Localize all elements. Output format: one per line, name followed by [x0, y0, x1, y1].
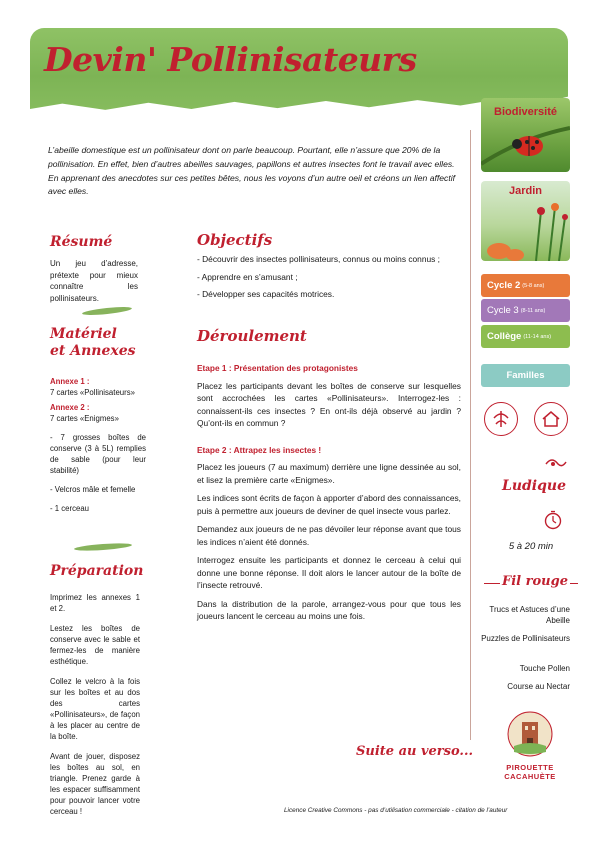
- leaf-divider: [74, 542, 132, 552]
- materiel-item: - Velcros mâle et femelle: [50, 485, 136, 494]
- cycle-2-age: (5-8 ans): [522, 282, 545, 289]
- familles-tag: [481, 364, 570, 387]
- materiel-heading-line-1: Matériel: [50, 326, 117, 342]
- ludique-label: Ludique: [501, 478, 566, 494]
- step-1-paragraph: Placez les participants devant les boîtes de conserve sur lesquelles sont accrochées les cartes «Pollinisateurs». Interrogez-les : connaissent-ils ces insectes ? En ont-ils déjà observé au jardin ? Qu’ont-ils en commun ?: [197, 380, 461, 428]
- step-2-paragraph: Interrogez ensuite les participants et donnez le cerceau à celui qui donne une bonne réponse. Il doit alors le lancer autour de la boîte de l’insecte retrouvé.: [197, 555, 461, 590]
- filrouge-link-course[interactable]: Course au Nectar: [507, 682, 570, 691]
- sidebar-divider: [470, 130, 471, 740]
- logo-emblem: [506, 710, 554, 758]
- step-2-paragraph: Demandez aux joueurs de ne pas dévoiler leur réponse avant que tous les indices n’aient été donnés.: [197, 524, 461, 547]
- intro-paragraph-1: L’abeille domestique est un pollinisateur dont on parle beaucoup. Pourtant, elle n’assure que 20% de la pollinisation. En effet, bien d’autres abeilles sauvages, papillons et autres insectes font le travail avec elles.: [48, 145, 455, 169]
- intro-paragraph-2: En apprenant des anecdotes sur ces petites bêtes, nous les voyons d’un autre oeil et créons un lien affectif avec elles.: [48, 172, 456, 197]
- objectifs-list: [197, 253, 461, 301]
- logo-line-1: PIROUETTE: [506, 763, 554, 772]
- biodiversite-label: Biodiversité: [494, 106, 557, 118]
- cycle-2-tag: [481, 274, 570, 297]
- step-2-title: Etape 2 : Attrapez les insectes !: [197, 444, 322, 455]
- objectifs-heading: Objectifs: [197, 231, 273, 249]
- annexe-1-label: Annexe 1 :: [50, 377, 90, 386]
- step-2-paragraph: Les indices sont écrits de façon à apporter d’abord des connaissances, puis à permettre aux joueurs de deviner de quel insecte vous parlez.: [197, 493, 461, 516]
- garden-icon: [481, 181, 570, 261]
- activity-icons: [484, 402, 568, 436]
- preparation-step: Lestez les boîtes de conserve avec le sable et fermez-les de manière esthétique.: [50, 624, 140, 666]
- cycle-3-tag: [481, 299, 570, 322]
- jardin-image: [481, 181, 570, 261]
- deroulement-heading: Déroulement: [197, 327, 307, 345]
- license-text: Licence Creative Commons - pas d’utilisation commerciale - citation de l’auteur: [284, 807, 508, 814]
- intro-text: [48, 144, 465, 199]
- materiel-heading: [50, 326, 136, 360]
- cycle-3-age: (8-11 ans): [520, 307, 546, 314]
- preparation-step: Avant de jouer, disposez les boîtes au sol, en triangle. Prenez garde à les espacer suffisamment pour pouvoir lancer votre cerceau !: [50, 752, 140, 816]
- materiel-list: [50, 376, 146, 514]
- resume-text: Un jeu d’adresse, prétexte pour mieux connaître les pollinisateurs.: [50, 259, 138, 303]
- annexe-1-text: 7 cartes «Pollinisateurs»: [50, 388, 135, 397]
- page-title: Devin' Pollinisateurs: [44, 40, 417, 79]
- annexe-2-text: 7 cartes «Enigmes»: [50, 414, 119, 423]
- college-label: Collège: [487, 331, 522, 342]
- biodiversite-image: [481, 98, 570, 172]
- deroulement-body: [197, 362, 461, 629]
- familles-label: Familles: [506, 370, 545, 381]
- preparation-step: Imprimez les annexes 1 et 2.: [50, 593, 140, 613]
- outdoor-icon: [484, 402, 518, 436]
- jardin-label: Jardin: [508, 185, 542, 197]
- objectif-item: - Découvrir des insectes pollinisateurs, connus ou moins connus ;: [197, 254, 440, 264]
- preparation-text: [50, 592, 140, 817]
- step-2-paragraph: Dans la distribution de la parole, arrangez-vous pour que tous les joueurs lancent le cerceau au moins une fois.: [197, 598, 461, 621]
- clock-icon: [544, 510, 562, 530]
- objectif-item: - Apprendre en s’amusant ;: [197, 271, 298, 282]
- logo-line-2: CACAHUÈTE: [504, 772, 556, 781]
- ladybug-icon: [481, 98, 570, 172]
- preparation-step: Collez le velcro à la fois sur les boîtes et au dos des cartes «Pollinisateurs», de façon à les placer au centre de la boîte.: [50, 677, 140, 741]
- materiel-heading-line-2: et Annexes: [50, 343, 136, 359]
- resume-heading: Résumé: [50, 234, 113, 250]
- leaf-divider: [82, 305, 132, 316]
- materiel-item: - 7 grosses boîtes de conserve (3 à 5L) remplies de sable (pour leur stabilité): [50, 433, 146, 475]
- filrouge-link-trucs[interactable]: Trucs et Astuces d’une Abeille: [489, 605, 570, 625]
- step-2-paragraph: Placez les joueurs (7 au maximum) derrière une ligne dessinée au sol, et lisez la première carte «Enigmes».: [197, 462, 461, 485]
- filrouge-heading: Fil rouge: [502, 574, 568, 589]
- cycle-3-label: Cycle 3: [487, 305, 519, 316]
- college-age: (11-14 ans): [523, 333, 552, 340]
- dice-icon: [544, 456, 568, 470]
- preparation-heading: Préparation: [50, 563, 144, 579]
- filrouge-link-puzzles[interactable]: Puzzles de Pollinisateurs: [481, 634, 570, 643]
- materiel-item: - 1 cerceau: [50, 504, 90, 513]
- pirouette-logo: [500, 710, 560, 781]
- cycle-2-label: Cycle 2: [487, 280, 521, 291]
- step-1-title: Etape 1 : Présentation des protagonistes: [197, 363, 358, 373]
- filrouge-link-touche[interactable]: Touche Pollen: [519, 664, 570, 673]
- annexe-2-label: Annexe 2 :: [50, 403, 90, 412]
- suite-au-verso: Suite au verso...: [356, 744, 473, 759]
- duration-text: 5 à 20 min: [508, 541, 554, 552]
- indoor-icon: [534, 402, 568, 436]
- college-tag: [481, 325, 570, 348]
- objectif-item: - Développer ses capacités motrices.: [197, 289, 335, 299]
